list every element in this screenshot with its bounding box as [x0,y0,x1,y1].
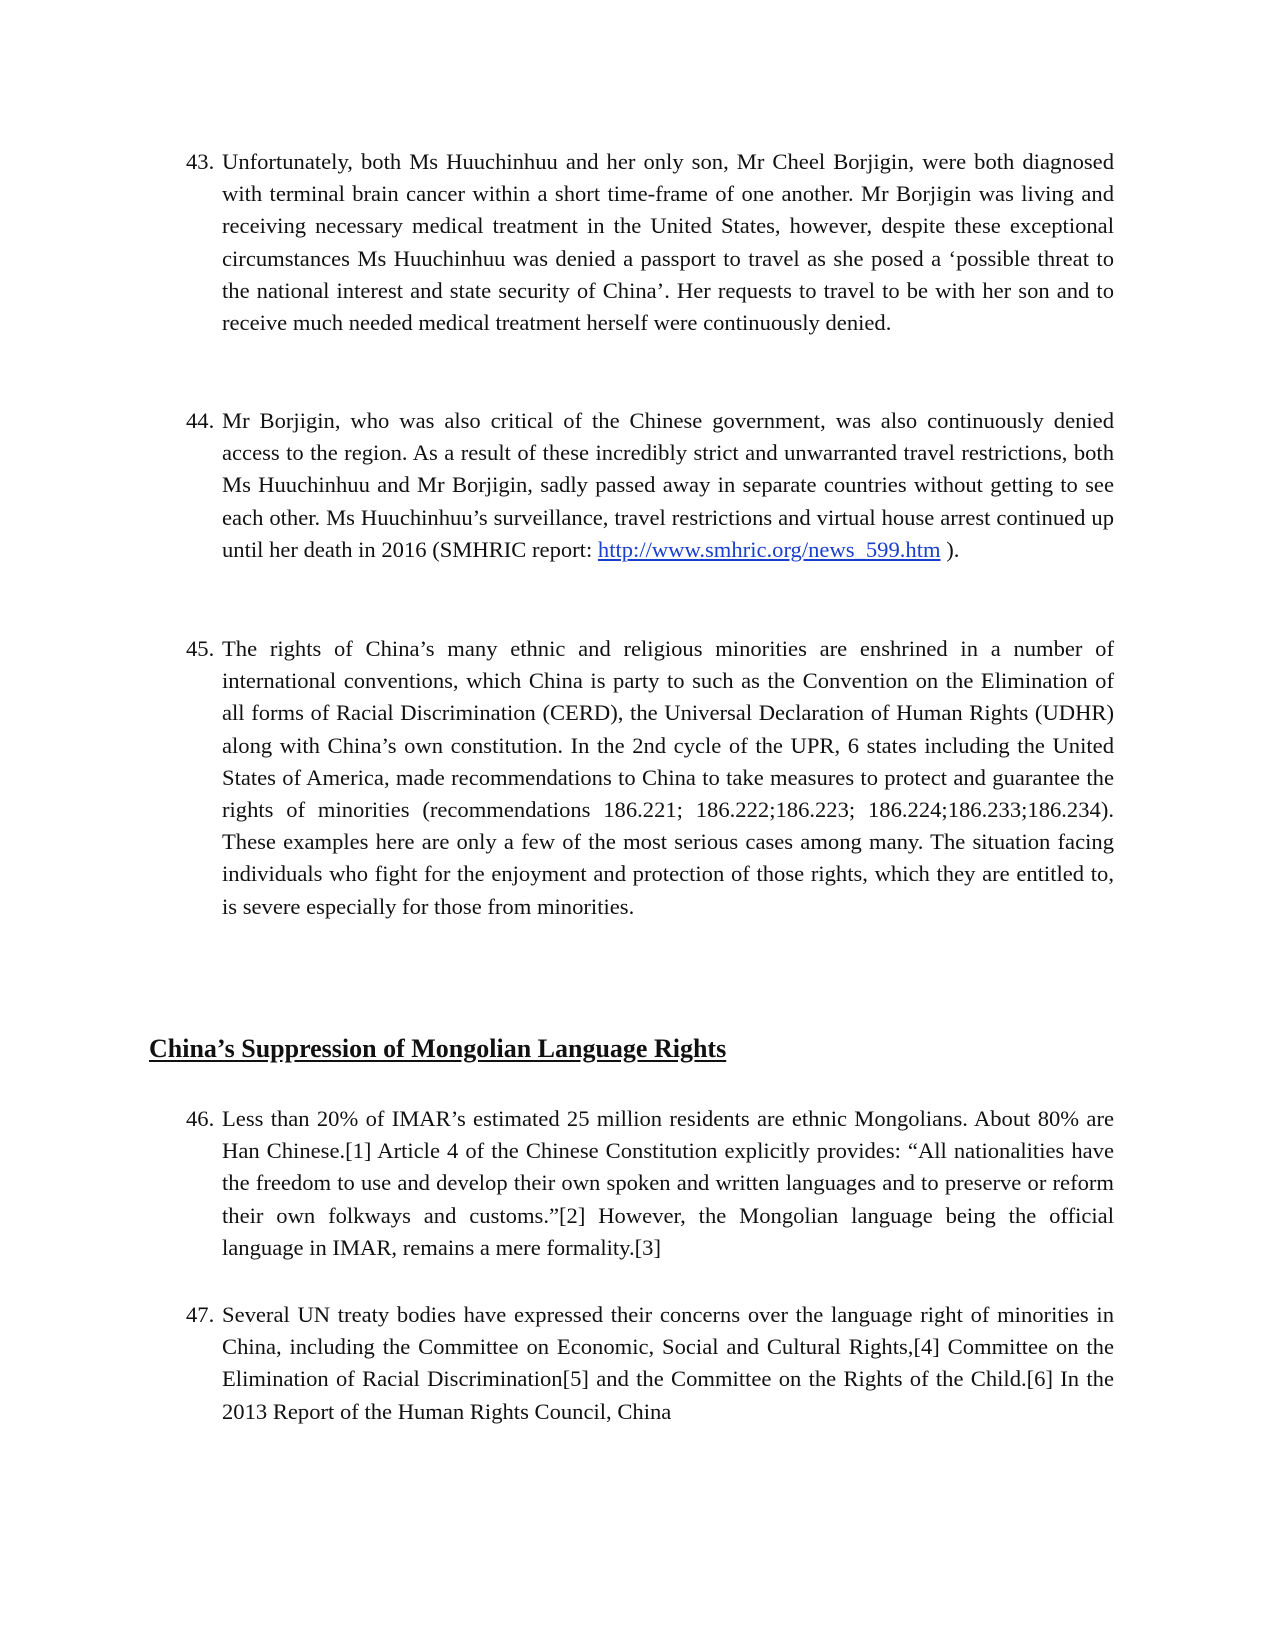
paragraph-text: Unfortunately, both Ms Huuchinhuu and her only son, Mr Cheel Borjigin, were both diagnosed with terminal brain cancer within a short time-frame of one another. Mr Borjigin was living and receiving necessary medical treatment in the United States, however, despite these exceptional circumstances Ms Huuchinhuu was denied a passport to travel as she posed a ‘possible threat to the national interest and state security of China’. Her requests to travel to be with her son and to receive much needed medical treatment herself were continuously denied. [222,149,1114,336]
paragraph-46 [186,1103,1114,1264]
paragraph-number: 46. [186,1106,215,1131]
paragraph-text-after-link: ). [940,536,960,562]
paragraph-45 [186,633,1114,923]
paragraph-number: 43. [186,149,215,174]
paragraph-text-before-link: Mr Borjigin, who was also critical of the Chinese government, was also continuously denied access to the region. As a result of these incredibly strict and unwarranted travel restrictions, both Ms Huuchinhuu and Mr Borjigin, sadly passed away in separate countries without getting to see each other. Ms Huuchinhuu’s surveillance, travel restrictions and virtual house arrest continued up until her death in 2016 (SMHRIC report: [222,408,1114,562]
section-heading: China’s Suppression of Mongolian Language Rights [149,1034,727,1063]
paragraph-43 [186,146,1114,339]
smhric-report-link[interactable]: http://www.smhric.org/news_599.htm [597,536,941,562]
paragraph-number: 44. [186,408,215,433]
paragraph-47 [186,1299,1114,1428]
paragraph-text: Several UN treaty bodies have expressed their concerns over the language right of minorities in China, including the Committee on Economic, Social and Cultural Rights,[4] Committee on the Elimination of Racial Discrimination[5] and the Committee on the Rights of the Child.[6] In the 2013 Report of the Human Rights Council, China [222,1302,1114,1424]
paragraph-number: 45. [186,636,215,661]
paragraph-text [222,405,1114,566]
paragraph-text: Less than 20% of IMAR’s estimated 25 million residents are ethnic Mongolians. About 80% are Han Chinese.[1] Article 4 of the Chinese Constitution explicitly provides: “All nationalities have the freedom to use and develop their own spoken and written languages and to preserve or reform their own folkways and customs.”[2] However, the Mongolian language being the official language in IMAR, remains a mere formality.[3] [222,1106,1114,1260]
paragraph-number: 47. [186,1302,215,1327]
paragraph-44 [186,405,1114,566]
paragraph-text: The rights of China’s many ethnic and religious minorities are enshrined in a number of international conventions, which China is party to such as the Convention on the Elimination of all forms of Racial Discrimination (CERD), the Universal Declaration of Human Rights (UDHR) along with China’s own constitution. In the 2nd cycle of the UPR, 6 states including the United States of America, made recommendations to China to take measures to protect and guarantee the rights of minorities (recommendations 186.221; 186.222;186.223; 186.224;186.233;186.234). These examples here are only a few of the most serious cases among many. The situation facing individuals who fight for the enjoyment and protection of those rights, which they are entitled to, is severe especially for those from minorities. [222,636,1114,919]
